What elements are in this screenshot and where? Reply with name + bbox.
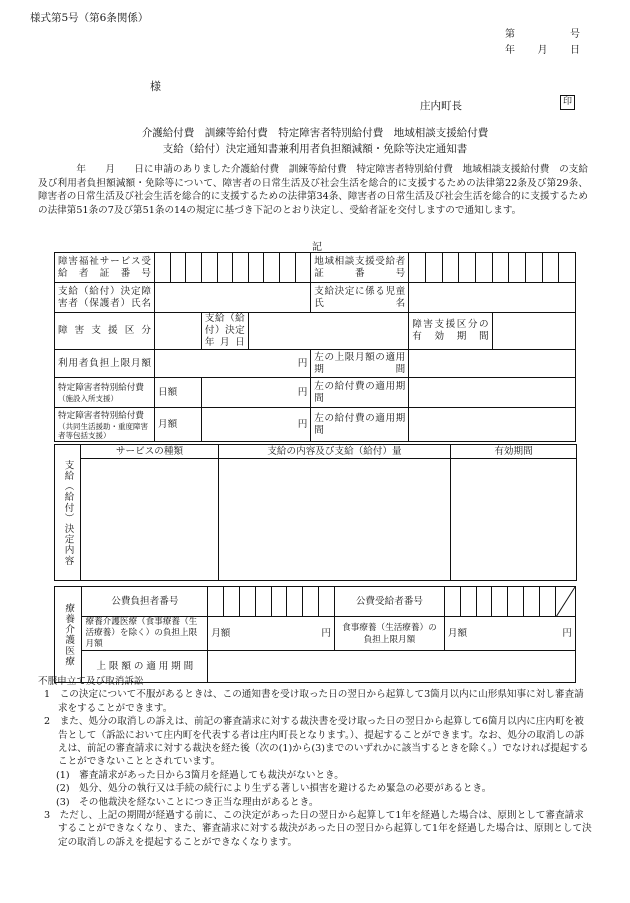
meal-cap-label: 食事療養（生活療養）の負担上限月額 (334, 617, 444, 651)
digit-cell[interactable] (524, 587, 540, 617)
monthly-benefit-period-field[interactable] (409, 408, 576, 442)
service-recipient-number-label: 障害福祉サービス受給者証番号 (55, 253, 155, 283)
note-3: 3 ただし、上記の期間が経過する前に、この決定があった日の翌日から起算して1年を経過した場合は、原則として審査請求することができなくなり、また、審査請求に対する裁決があった日の翌日から起算して1年を経過した場合は、原則として決定の取消しの訴えを提起することができなくなります。 (44, 810, 592, 848)
special-benefit-facility-label (55, 378, 155, 408)
validity-header: 有効期間 (451, 445, 577, 459)
digit-cell[interactable] (208, 587, 224, 617)
note-2-sub-1: (1) 審査請求があった日から3箇月を経過しても裁決がないとき。 (56, 769, 344, 781)
cap-period-label: 上限額の適用期間 (82, 651, 208, 683)
child-name-label: 支給決定に係る児童氏名 (311, 283, 409, 313)
title-line-2: 支給（給付）決定通知書兼利用者負担額減額・免除等決定通知書 (162, 143, 468, 155)
recipient-name-field[interactable] (155, 283, 311, 313)
decision-date-field[interactable] (248, 313, 408, 350)
burden-cap-field[interactable]: 円 (155, 350, 311, 378)
digit-cell[interactable] (248, 253, 264, 283)
meal-cap-field[interactable] (444, 617, 575, 651)
digit-cell[interactable] (508, 587, 524, 617)
note-2-sub-3: (3) その他裁決を経ないことにつき正当な理由があるとき。 (56, 796, 319, 808)
note-2-sub-2: (2) 処分、処分の執行又は手続の続行により生ずる著しい損害を避けるため緊急の必要があるとき。 (56, 783, 492, 795)
validity-field[interactable] (451, 459, 577, 581)
digit-cell[interactable] (509, 253, 526, 283)
community-recipient-number-label: 地域相談支援受給者証番号 (311, 253, 409, 283)
appeal-notes (38, 675, 593, 849)
special-benefit-facility-title: 特定障害者特別給付費 (58, 383, 144, 393)
form-number: 様式第5号（第6条関係） (30, 12, 149, 24)
decision-content-side-label: 支給（給付）決定内容 (55, 445, 81, 581)
service-type-header: サービスの種類 (81, 445, 219, 459)
notes-heading: 不服申立て及び取消訴訟 (38, 676, 144, 687)
digit-cell[interactable] (287, 587, 303, 617)
medical-cap-label: 療養介護医療（食事療養（生活療養）を除く）の負担上限月額 (82, 617, 208, 651)
monthly-amount-field[interactable]: 円 (201, 408, 310, 442)
daily-benefit-period-label: 左の給付費の適用期間 (311, 378, 409, 408)
burden-cap-period-field[interactable] (409, 350, 576, 378)
digit-cell[interactable] (170, 253, 186, 283)
date-month: 月 (537, 45, 548, 56)
addressee-sama: 様 (150, 80, 161, 93)
digit-cell[interactable] (442, 253, 459, 283)
digit-cell[interactable] (542, 253, 559, 283)
category-validity-label: 障害支援区分の有効期間 (409, 313, 492, 350)
digit-cell[interactable] (295, 253, 311, 283)
monthly-amount-label: 月額 (155, 408, 202, 442)
digit-cell[interactable] (444, 587, 460, 617)
date-year: 年 (505, 45, 515, 56)
medical-care-table (54, 586, 576, 683)
digit-cell[interactable] (155, 253, 171, 283)
support-category-field[interactable] (155, 313, 202, 350)
meal-cap-monthly: 月額 (447, 627, 468, 639)
service-amount-header: 支給の内容及び支給（給付）量 (219, 445, 451, 459)
public-payer-number-label: 公費負担者番号 (82, 587, 208, 617)
daily-amount-field[interactable]: 円 (201, 378, 310, 408)
seal-mark: 印 (560, 95, 575, 110)
digit-cell[interactable] (492, 253, 509, 283)
title-line-1: 介護給付費 訓練等給付費 特定障害者特別給付費 地域相談支援給付費 (141, 127, 489, 139)
daily-benefit-period-field[interactable] (409, 378, 576, 408)
note-1: 1 この決定について不服があるときは、この通知書を受け取った日の翌日から起算して3箇月以内に山形県知事に対し審査請求をすることができます。 (44, 689, 584, 714)
digit-cell[interactable] (271, 587, 287, 617)
digit-cell[interactable] (492, 587, 508, 617)
recipient-info-table (54, 252, 576, 442)
digit-cell[interactable] (280, 253, 296, 283)
digit-cell[interactable] (409, 253, 426, 283)
digit-cell[interactable] (476, 587, 492, 617)
medical-care-side-label: 療養介護医療 (55, 587, 82, 683)
digit-cell[interactable] (475, 253, 492, 283)
burden-cap-period-label: 左の上限月額の適用期間 (311, 350, 409, 378)
issuer-name: 庄内町長 (420, 100, 462, 112)
digit-cell[interactable] (217, 253, 233, 283)
child-name-field[interactable] (409, 283, 576, 313)
daily-amount-label: 日額 (155, 378, 202, 408)
document-number-block (505, 27, 580, 59)
digit-cell[interactable] (303, 587, 319, 617)
decision-date-label: 支給（給付）決定年月日 (201, 313, 248, 350)
medical-cap-field[interactable] (208, 617, 335, 651)
digit-cell[interactable] (201, 253, 217, 283)
digit-cell[interactable] (224, 587, 240, 617)
digit-cell[interactable] (264, 253, 280, 283)
digit-cell[interactable] (319, 587, 335, 617)
burden-cap-label: 利用者負担上限月額 (55, 350, 155, 378)
recipient-name-label: 支給（給付）決定障害者（保護者）氏名 (55, 283, 155, 313)
special-benefit-group-note: （共同生活援助・重度障害者等包括支援） (58, 421, 148, 440)
special-benefit-facility-note: （施設入所支援） (58, 394, 118, 403)
category-validity-field[interactable] (492, 313, 575, 350)
date-day: 日 (570, 45, 580, 56)
meal-cap-yen: 円 (562, 627, 572, 639)
digit-cell[interactable] (233, 253, 249, 283)
digit-cell[interactable] (186, 253, 202, 283)
digit-cell[interactable] (460, 587, 476, 617)
digit-cell[interactable] (239, 587, 255, 617)
note-2: 2 また、処分の取消しの訴えは、前記の審査請求に対する裁決書を受け取った日の翌日から起算して6箇月以内に庄内町を被告として（訴訟において庄内町を代表する者は庄内町長となります。）、提起することができます。なお、処分の取消しの訴えは、前記の審査請求に対する裁決を経た後（次の(1)から(3)までのいずれかに該当するときを除く。）でなければ提起することができないこととされています。 (44, 716, 589, 768)
special-benefit-group-title: 特定障害者特別給付費 (58, 410, 144, 421)
digit-cell[interactable] (539, 587, 555, 617)
intro-paragraph: 年 月 日に申請のありました介護給付費 訓練等給付費 特定障害者特別給付費 地域相談支援給付費 の支給及び利用者負担額減額・免除等について、障害者の日常生活及び社会生活を総合的に支援するための法律第22条及び第29条、障害者の日常生活及び社会生活を総合的に支援するための法律第34条、障害者の日常生活及び社会生活を総合的に支援するための法律第51条の7及び第51条の14の規定に基づき下記のとおり決定し、受給者証を交付しますので通知します。 (38, 164, 588, 216)
decision-content-table (54, 444, 577, 581)
medical-cap-monthly: 月額 (211, 627, 231, 639)
digit-cell[interactable] (459, 253, 476, 283)
doc-no-go: 号 (570, 29, 580, 40)
ki-heading: 記 (312, 242, 322, 253)
monthly-benefit-period-label: 左の給付費の適用期間 (311, 408, 409, 442)
doc-no-dai: 第 (505, 29, 515, 40)
diagonal-cell (555, 587, 575, 617)
special-benefit-group-label (55, 408, 155, 442)
digit-cell[interactable] (525, 253, 542, 283)
public-recipient-number-label: 公費受給者番号 (334, 587, 444, 617)
support-category-label: 障害支援区分 (55, 313, 155, 350)
digit-cell[interactable] (255, 587, 271, 617)
medical-cap-yen: 円 (321, 627, 331, 639)
digit-cell[interactable] (425, 253, 442, 283)
digit-cell[interactable] (559, 253, 576, 283)
diagonal-line (556, 587, 575, 617)
service-amount-field[interactable] (219, 459, 451, 581)
service-type-field[interactable] (81, 459, 219, 581)
